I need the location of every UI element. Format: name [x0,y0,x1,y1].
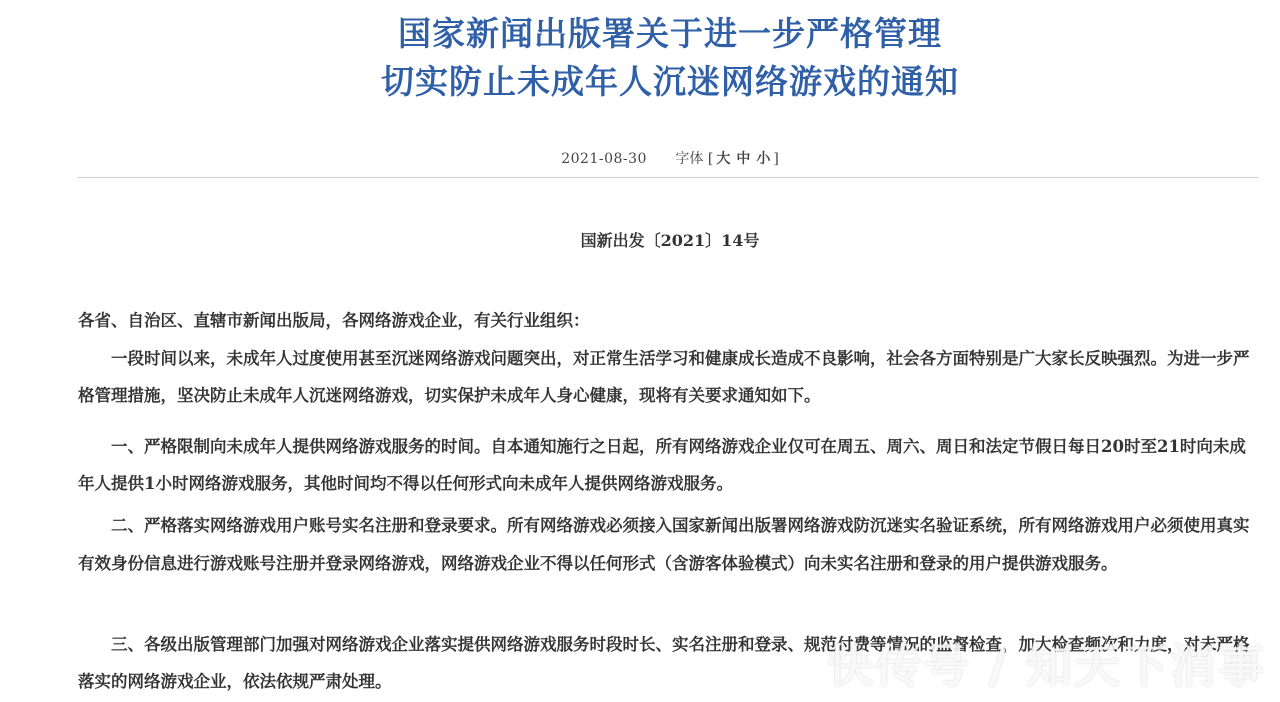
document-number: 国新出发〔2021〕14号 [580,231,760,250]
paragraph-intro: 一段时间以来，未成年人过度使用甚至沉迷网络游戏问题突出，对正常生活学习和健康成长造成不良影响，社会各方面特别是广大家长反映强烈。为进一步严格管理措施，坚决防止未成年人沉迷网络游戏，切实保护未成年人身心健康，现将有关要求通知如下。 [78,349,1250,405]
salutation: 各省、自治区、直辖市新闻出版局，各网络游戏企业，有关行业组织： [78,311,590,330]
page-title-line2: 切实防止未成年人沉迷网络游戏的通知 [381,62,959,101]
header-divider [78,177,1258,178]
font-size-large-button[interactable]: 大 [716,151,731,167]
page-title-line1: 国家新闻出版署关于进一步严格管理 [398,14,942,53]
paragraph-item-3: 三、各级出版管理部门加强对网络游戏企业落实提供网络游戏服务时段时长、实名注册和登录、规范付费等情况的监督检查，加大检查频次和力度，对未严格落实的网络游戏企业，依法依规严肃处理。 [78,635,1250,691]
article-meta [0,148,1280,168]
paragraph-item-2: 二、严格落实网络游戏用户账号实名注册和登录要求。所有网络游戏必须接入国家新闻出版署网络游戏防沉迷实名验证系统，所有网络游戏用户必须使用真实有效身份信息进行游戏账号注册并登录网络游戏，网络游戏企业不得以任何形式（含游客体验模式）向未实名注册和登录的用户提供游戏服务。 [78,516,1250,573]
publish-date: 2021-08-30 [561,151,647,167]
font-size-bracket-open: [ [707,151,714,167]
font-size-medium-button[interactable]: 中 [736,151,751,167]
font-size-label: 字体 [675,151,704,167]
font-size-bracket-close: ] [773,151,779,167]
watermark: 快传号 / 知天下消事 [827,639,1266,693]
font-size-small-button[interactable]: 小 [756,151,771,167]
paragraph-item-1: 一、严格限制向未成年人提供网络游戏服务的时间。自本通知施行之日起，所有网络游戏企业仅可在周五、周六、周日和法定节假日每日20时至21时向未成年人提供1小时网络游戏服务，其他时间均不得以任何形式向未成年人提供网络游戏服务。 [78,437,1246,493]
